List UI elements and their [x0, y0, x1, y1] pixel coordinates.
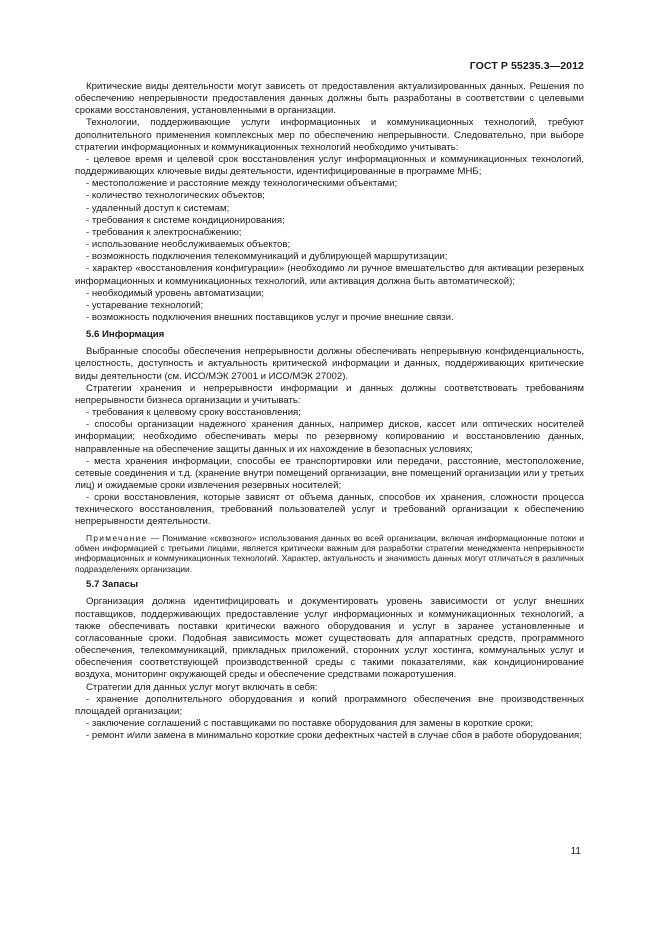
paragraph: Организация должна идентифицировать и документировать уровень зависимости от услуг внешних поставщиков, поддерживающих предоставление услуг информационных и коммуникационных технологий, а также обеспечивать поставки критически важного оборудования и услуг в заранее установленные и согласованные сроки. Подобная зависимость может существовать для аппаратных средств, программного обеспечения, телекоммуникаций, прикладных приложений, сторонних услуг хостинга, коммунальных услуг и обеспечения соответствующей производственной среды с такими показателями, как кондиционирование воздуха, мониторинг окружающей среды и обеспечение средствами пожаротушения. [75, 596, 584, 681]
note-text: — Понимание «сквозного» использования данных во всей организации, включая информационные потоки и обмен информацией с третьими лицами, является критически важным для разработки стратегии менеджмента непрерывности информационных и коммуникационных технологий. Характер, актуальность и значимость данных могут отличаться в различных подразделениях организации. [75, 532, 584, 574]
section-heading: 5.6 Информация [86, 329, 165, 341]
list-item: - места хранения информации, способы ее транспортировки или передачи, расстояние, местоположение, сетевые соединения и т.д. (хранение внутри помещений организации, вне помещений организации или у третьих лиц) и ожидаемые сроки извлечения резервных носителей; [75, 455, 584, 491]
page-body [75, 81, 584, 742]
paragraph: Технологии, поддерживающие услуги информационных и коммуникационных технологий, требуют дополнительного применения комплексных мер по обеспечению непрерывности. Следовательно, при выборе стратегии информационных и коммуникационных технологий необходимо учитывать: [75, 117, 584, 153]
list-item: - требования к системе кондиционирования; [86, 214, 285, 226]
list-item: - сроки восстановления, которые зависят от объема данных, способов их хранения, сложности процесса технического восстановления, требований пользователей услуг и требований организации к обеспечению непрерывности деятельности. [75, 492, 584, 528]
list-item: - требования к целевому сроку восстановления; [86, 407, 301, 419]
list-item: - использование необслуживаемых объектов; [86, 239, 291, 251]
list-item: - требования к электроснабжению; [86, 226, 242, 238]
list-item: - хранение дополнительного оборудования и копий программного обеспечения вне производственных площадей организации; [75, 693, 584, 717]
list-item: - ремонт и/или замена в минимально короткие сроки дефектных частей в случае сбоя в работе оборудования; [86, 730, 582, 742]
list-item: - возможность подключения внешних поставщиков услуг и прочие внешние связи. [86, 311, 454, 323]
list-item: - характер «восстановления конфигурации» (необходимо ли ручное вмешательство для активации резервных информационных и коммуникационных технологий, или активация должна быть автоматической); [75, 263, 584, 287]
note-label: Примечание [86, 532, 148, 543]
list-item: - устаревание технологий; [86, 299, 204, 311]
list-item: - целевое время и целевой срок восстановления услуг информационных и коммуникационных технологий, поддерживающих ключевые виды деятельности, идентифицированные в программе МНБ; [75, 153, 584, 178]
list-item: - количество технологических объектов; [86, 190, 265, 202]
list-item: - возможность подключения телекоммуникаций и дублирующей маршрутизации; [86, 251, 448, 263]
list-item: - местоположение и расстояние между технологическими объектами; [86, 178, 398, 190]
paragraph: Критические виды деятельности могут зависеть от предоставления актуализированных данных. Решения по обеспечению непрерывности предоставления данных должны быть разработаны в соответствии с целевыми сроками восстановления, установленными в организации. [75, 81, 584, 117]
note [75, 533, 584, 575]
paragraph: Стратегии для данных услуг могут включать в себя: [86, 681, 318, 693]
list-item: - заключение соглашений с поставщиками по поставке оборудования для замены в короткие сроки; [86, 717, 534, 729]
document-code: ГОСТ Р 55235.3—2012 [469, 60, 584, 72]
paragraph: Стратегии хранения и непрерывности информации и данных должны соответствовать требованиям непрерывности бизнеса организации и учитывать: [75, 382, 584, 406]
list-item: - необходимый уровень автоматизации; [86, 287, 264, 299]
paragraph: Выбранные способы обеспечения непрерывности должны обеспечивать непрерывную конфиденциальность, целостность, доступность и актуальность критической информации и данных, поддерживающих критические виды деятельности (см. ИСО/МЭК 27001 и ИСО/МЭК 27002). [75, 346, 584, 382]
page-number: 11 [570, 846, 581, 857]
section-heading: 5.7 Запасы [86, 579, 139, 591]
list-item: - удаленный доступ к системам; [86, 202, 230, 214]
list-item: - способы организации надежного хранения данных, например дисков, кассет или оптических носителей информации; необходимо обеспечивать меры по резервному копированию и восстановлению данных, направленные на обеспечение защиты данных и их нахождение в безопасных условиях; [75, 419, 584, 455]
